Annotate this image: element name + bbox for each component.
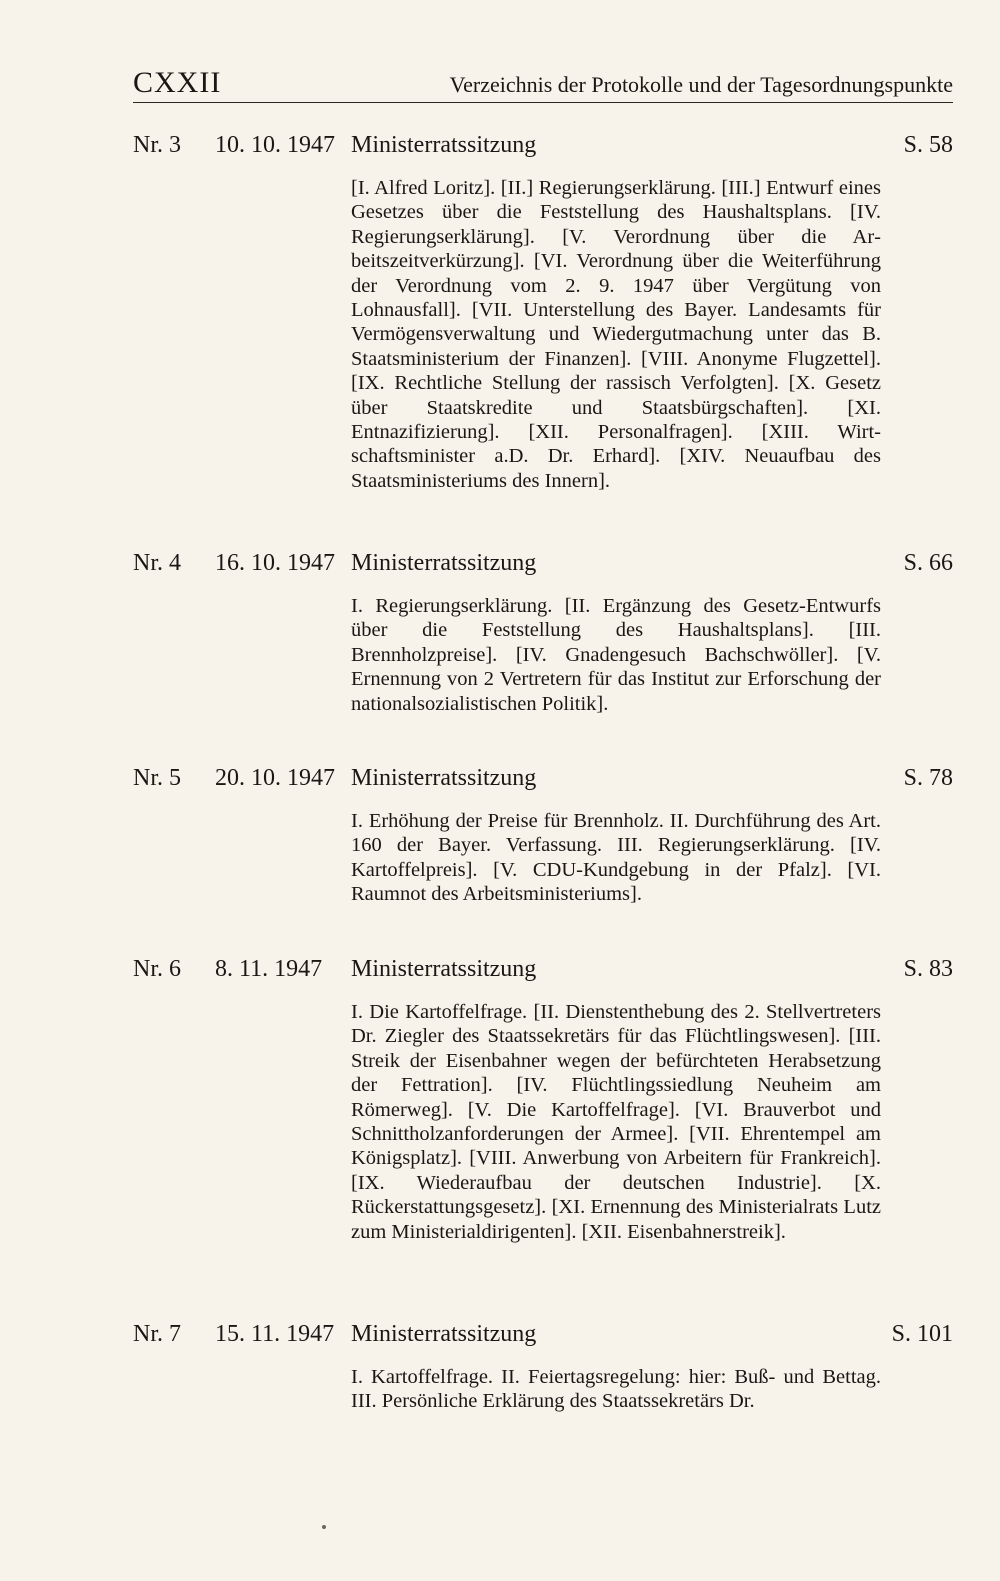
running-title: Verzeichnis der Protokolle und der Tagesordnungspunkte [449,72,953,97]
agenda-items: I. Regierungserklärung. [II. Ergänzung des Gesetz-Entwurfs über die Feststellung des Haushaltsplans]. [III. Brennholzpreise]. [IV. Gnadengesuch Bachschwöller]. [V. Ernennung von 2 Vertretern für das Institut zur Erforschung der nationalsozialistischen Politik]. [351,595,881,715]
entry-type: Ministerratssitzung [351,550,537,576]
entry-page-ref: S. 101 [891,1321,953,1347]
entry-date: 16. 10. 1947 [215,550,335,576]
entry-number: Nr. 5 [133,765,181,791]
entry-page-ref: S. 83 [903,956,953,982]
entry-number: Nr. 7 [133,1321,181,1347]
paper-speck [322,1525,326,1529]
entry-number: Nr. 3 [133,132,181,158]
entry-page-ref: S. 78 [903,765,953,791]
entry-date: 10. 10. 1947 [215,132,335,158]
entry-date: 20. 10. 1947 [215,765,335,791]
agenda-items: I. Die Kartoffelfrage. [II. Dienstenthebung des 2. Stellvertreters Dr. Ziegler des Staatssekretärs für das Flüchtlingswesen]. [III. Streik der Eisenbahner wegen der befürchteten Herabsetzung der Fettration]. [IV. Flüchtlingssiedlung Neuheim am Römerweg]. [V. Die Kartoffelfrage]. [VI. Brauverbot und Schnittholzanforderungen der Armee]. [VII. Ehrentempel am Königsplatz]. [VIII. Anwerbung von Arbeitern für Frankreich]. [IX. Wiederaufbau der deutschen Industrie]. [X. Rückerstattungsgesetz]. [XI. Ernennung des Ministerialrats Lutz zum Ministerialdirigenten]. [XII. Eisenbahnerstreik]. [351,1001,881,1243]
entry-number: Nr. 6 [133,956,181,982]
protocol-entry [133,1321,953,1414]
entry-date: 15. 11. 1947 [215,1321,335,1347]
entry-number: Nr. 4 [133,550,181,576]
agenda-items: I. Kartoffelfrage. II. Feiertagsregelung: hier: Buß- und Bettag. III. Persönliche Erklärung des Staatssekretärs Dr. [351,1366,881,1413]
entry-type: Ministerratssitzung [351,132,537,158]
protocol-entry [133,956,953,1244]
agenda-items: [I. Alfred Loritz]. [II.] Regierungserklärung. [III.] Entwurf eines Gesetzes über die Feststellung des Haushaltsplans. [IV. Regierungserklärung]. [V. Verordnung über die Arbeitszeitverkürzung]. [VI. Verordnung über die Weiterführung der Verordnung vom 2. 9. 1947 über Vergütung von Lohnausfall]. [VII. Unterstellung des Bayer. Landesamts für Vermögensverwaltung und Wiedergutmachung unter das B. Staatsministerium der Finanzen]. [VIII. Anonyme Flugzettel]. [IX. Rechtliche Stellung der rassisch Verfolgten]. [X. Gesetz über Staatskredite und Staatsbürgschaften]. [XI. Entnazifizierung]. [XII. Personalfragen]. [XIII. Wirtschaftsminister a.D. Dr. Erhard]. [XIV. Neuaufbau des Staatsministeriums des Innern]. [351,177,881,492]
agenda-items: I. Erhöhung der Preise für Brennholz. II. Durchführung des Art. 160 der Bayer. Verfassung. III. Regierungserklärung. [IV. Kartoffelpreis]. [V. CDU-Kundgebung in der Pfalz]. [VI. Raumnot des Arbeitsministeriums]. [351,810,881,906]
page-folio: CXXII [133,66,222,99]
entry-type: Ministerratssitzung [351,765,537,791]
entry-type: Ministerratssitzung [351,1321,537,1347]
entry-page-ref: S. 58 [903,132,953,158]
protocol-entry [133,550,953,716]
entry-type: Ministerratssitzung [351,956,537,982]
protocol-entry [133,765,953,907]
protocol-entry [133,132,953,493]
entry-page-ref: S. 66 [903,550,953,576]
entry-date: 8. 11. 1947 [215,956,323,982]
running-header [133,62,953,103]
